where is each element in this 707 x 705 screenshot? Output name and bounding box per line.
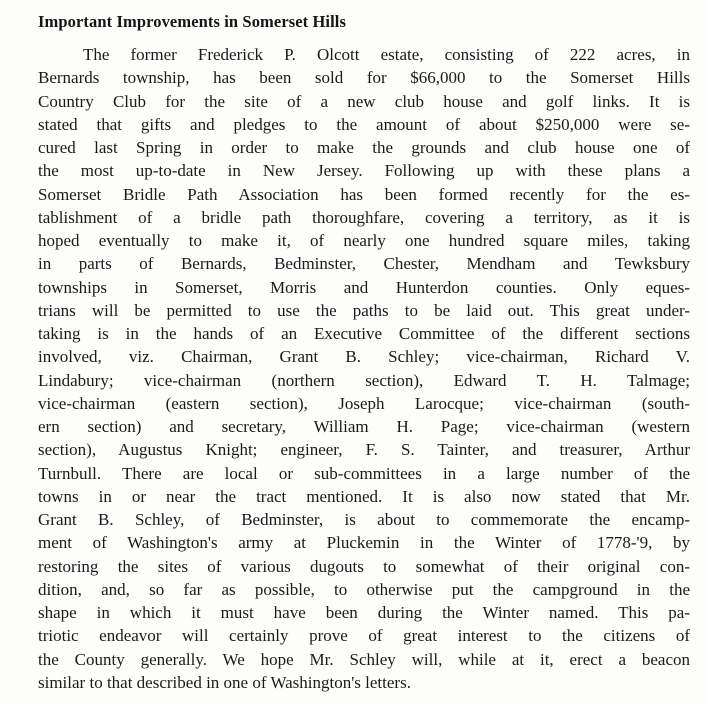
- text-line: Country Club for the site of a new club house and golf links. It is: [38, 91, 690, 111]
- text-line: cured last Spring in order to make the grounds and club house one of: [38, 138, 690, 157]
- text-line: the most up-to-date in New Jersey. Following up with these plans a: [38, 161, 690, 181]
- text-line: shape in which it must have been during the Winter named. This pa-: [38, 603, 690, 622]
- text-line: taking is in the hands of an Executive Committee of the different sections: [38, 324, 690, 343]
- text-line: ment of Washington's army at Pluckemin in the Winter of 1778-'9, by: [38, 533, 690, 553]
- text-line: vice-chairman (eastern section), Joseph Larocque; vice-chairman (south-: [38, 393, 690, 413]
- text-line: ern section) and secretary, William H. Page; vice-chairman (western: [38, 417, 690, 436]
- text-line: hoped eventually to make it, of nearly one hundred square miles, taking: [38, 231, 690, 250]
- text-line: townships in Somerset, Morris and Hunterdon counties. Only eques-: [38, 277, 690, 297]
- text-line: Grant B. Schley, of Bedminster, is about to commemorate the encamp-: [38, 510, 690, 529]
- text-line: tablishment of a bridle path thoroughfare, covering a territory, as it is: [38, 207, 690, 227]
- article-heading: Important Improvements in Somerset Hills: [38, 12, 347, 31]
- text-line: The former Frederick P. Olcott estate, consisting of 222 acres, in: [83, 45, 690, 64]
- text-line: Bernards township, has been sold for $66,000 to the Somerset Hills: [38, 68, 690, 88]
- text-line: Turnbull. There are local or sub-committees in a large number of the: [38, 463, 690, 483]
- text-line: involved, viz. Chairman, Grant B. Schley; vice-chairman, Richard V.: [38, 347, 690, 367]
- text-line: the County generally. We hope Mr. Schley will, while at it, erect a beacon: [38, 649, 690, 669]
- text-line: in parts of Bernards, Bedminster, Chester, Mendham and Tewksbury: [38, 254, 690, 274]
- text-line: trians will be permitted to use the paths to be laid out. This great under-: [38, 300, 690, 320]
- text-line: triotic endeavor will certainly prove of great interest to the citizens of: [38, 626, 690, 646]
- text-line: section), Augustus Knight; engineer, F. S. Tainter, and treasurer, Arthur: [38, 440, 690, 460]
- article-body: [38, 43, 690, 694]
- text-line: similar to that described in one of Washington's letters.: [38, 672, 411, 692]
- text-line: restoring the sites of various dugouts to somewhat of their original con-: [38, 556, 690, 576]
- text-line: Lindabury; vice-chairman (northern section), Edward T. H. Talmage;: [38, 370, 690, 390]
- text-line: towns in or near the tract mentioned. It is also now stated that Mr.: [38, 486, 690, 506]
- text-line: stated that gifts and pledges to the amount of about $250,000 were se-: [38, 114, 690, 134]
- text-line: dition, and, so far as possible, to otherwise put the campground in the: [38, 579, 690, 599]
- text-line: Somerset Bridle Path Association has been formed recently for the es-: [38, 184, 690, 204]
